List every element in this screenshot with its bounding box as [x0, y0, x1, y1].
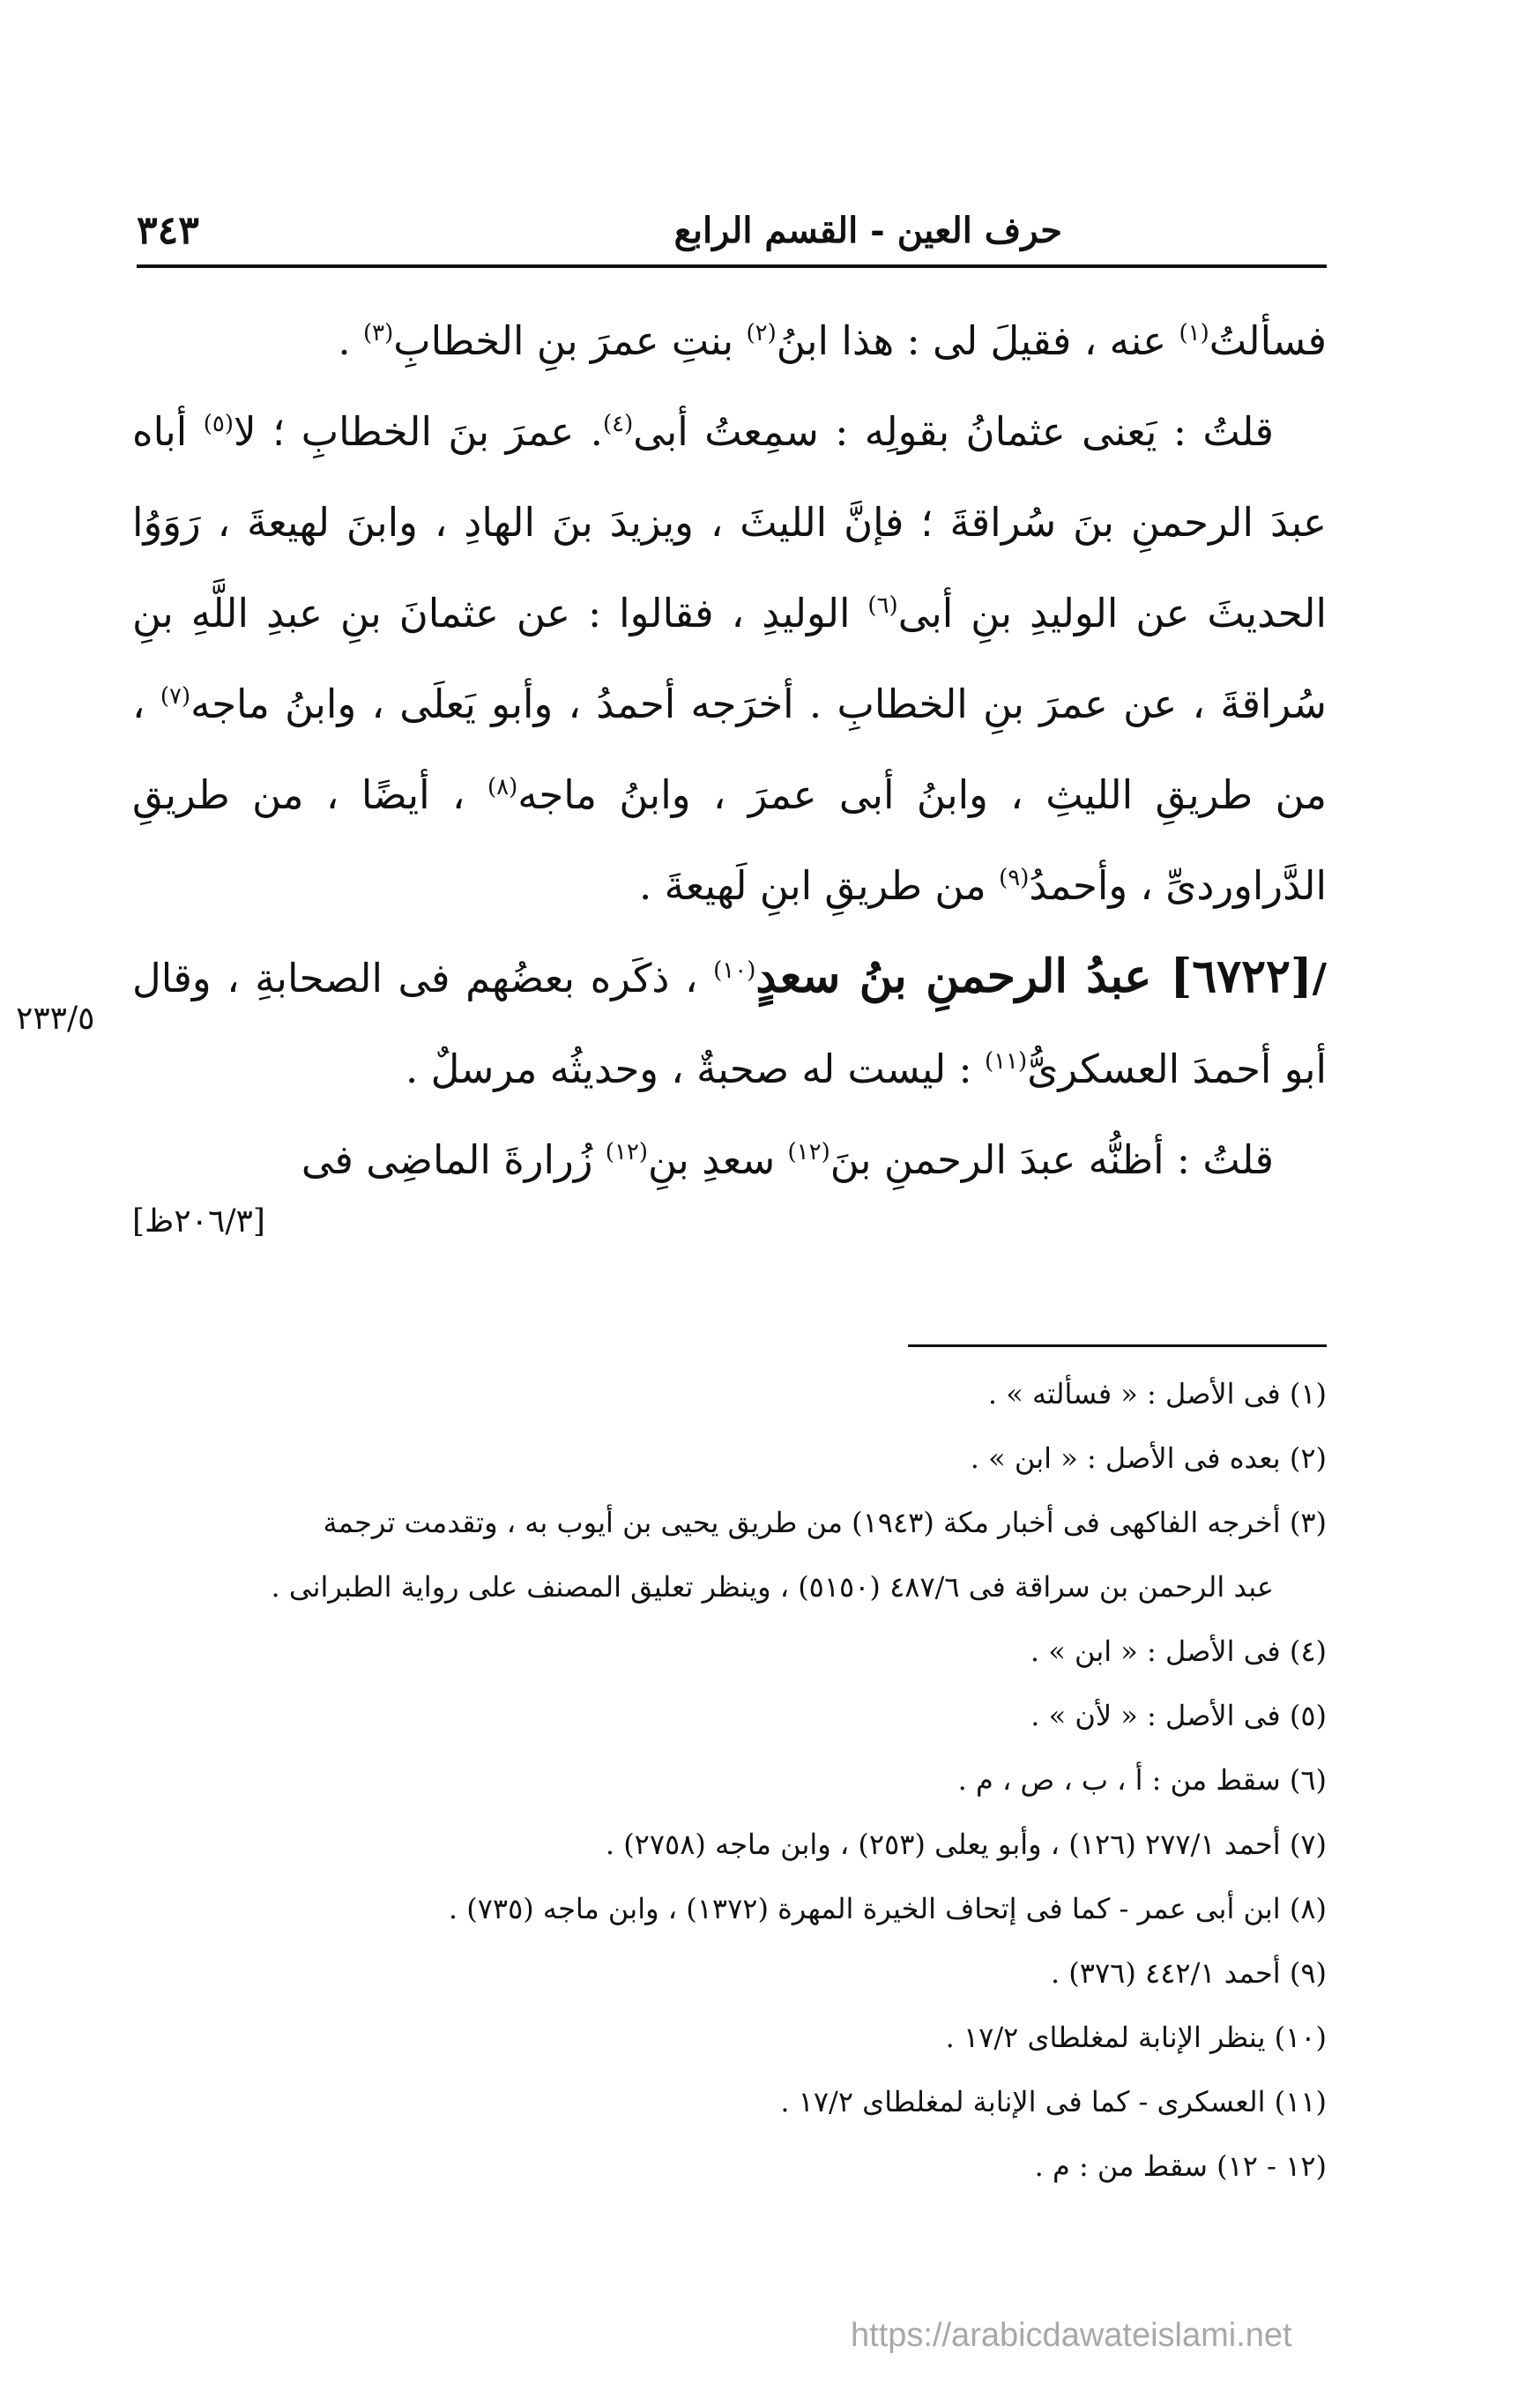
footnote-continuation: عبد الرحمن بن سراقة فى ٤٨٧/٦ (٥١٥٠) ، وينظر تعليق المصنف على رواية الطبرانى .: [271, 1570, 1274, 1604]
paragraph-1: فسألتُ$^{(١)}$ عنه ، فقيلَ لى : هذا ابنُ$^{(٢)}$ بنتِ عمرَ بنِ الخطابِ$^{(٣)}$ .: [338, 317, 1327, 364]
footnote: (١٠) ينظر الإنابة لمغلطاى ١٧/٢ .: [945, 2021, 1327, 2054]
footnote-number: (٧): [1289, 1828, 1327, 1861]
paragraph-2: قلتُ : يَعنى عثمانُ بقولِه : سمِعتُ أبى$^{(٤)}$. عمرَ بنَ الخطابِ ؛ لا$^{(٥)}$ أباه عبدَ الرحمنِ بنَ سُراقةَ ؛ فإنَّ الليثَ ، ويزيدَ بنَ الهادِ ، وابنَ لهيعةَ ، رَوَوُا الحديثَ عن الوليدِ بنِ أبى$^{(٦)}$ الوليدِ ، فقالوا : عن عثمانَ بنِ عبدِ اللَّهِ بنِ سُراقةَ ، عن عمرَ بنِ الخطابِ . أخرَجه أحمدُ ، وأبو يَعلَى ، وابنُ ماجه$^{(٧)}$ ، من طريقِ الليثِ ، وابنُ أبى عمرَ ، وابنُ ماجه$^{(٨)}$ ، أيضًا ، من طريقِ الدَّراوردىِّ ، وأحمدُ$^{(٩)}$ من طريقِ ابنِ لَهيعةَ .: [132, 408, 1328, 909]
footnote: (٤) فى الأصل : « ابن » .: [1030, 1634, 1327, 1668]
margin-volume-ref: ٢٣٣/٥: [16, 1001, 95, 1037]
footnote-ref[interactable]: (١٢): [605, 1139, 649, 1165]
footnote-ref[interactable]: (١): [1179, 320, 1209, 346]
footnote: (٨) ابن أبى عمر - كما فى إتحاف الخيرة المهرة (١٣٧٢) ، وابن ماجه (٧٣٥) .: [448, 1892, 1327, 1925]
page-break-slash: /: [1312, 955, 1328, 1001]
footnote-ref[interactable]: (١١): [984, 1048, 1028, 1075]
footnote-ref[interactable]: (٤): [602, 411, 634, 437]
footnote-ref[interactable]: (٦): [867, 592, 898, 619]
footnote-number: (٢): [1289, 1441, 1327, 1475]
footnote: (٢) بعده فى الأصل : « ابن » .: [970, 1441, 1327, 1475]
page-header: [137, 196, 1327, 264]
footnote-number: (٩): [1289, 1956, 1327, 1990]
footnote-rule: [908, 1344, 1327, 1347]
page-number: ٣٤٣: [137, 207, 199, 253]
footnote: (٧) أحمد ٢٧٧/١ (١٢٦) ، وأبو يعلى (٢٥٣) ، وابن ماجه (٢٧٥٨) .: [605, 1828, 1327, 1861]
footnote-ref[interactable]: (٥): [203, 411, 234, 437]
footnote-number: (١١): [1274, 2085, 1327, 2118]
running-title: حرف العين - القسم الرابع: [673, 209, 1062, 251]
entry-heading: [٦٧٢٢] عبدُ الرحمنِ بنُ سعدٍ: [755, 949, 1313, 1003]
footnote: (٦) سقط من : أ ، ب ، ص ، م .: [957, 1763, 1327, 1797]
footnote-ref[interactable]: (٩): [999, 865, 1030, 891]
paragraph-4: قلتُ : أظنُّه عبدَ الرحمنِ بنَ$^{(١٢)}$ سعدِ بنِ$^{(١٢)}$ زُرارةَ الماضِى فى: [301, 1136, 1274, 1183]
footnote-ref[interactable]: (١٢): [787, 1139, 830, 1165]
footnotes: [132, 1362, 1327, 2199]
main-text: [132, 295, 1327, 1205]
footnote: (١٢ - ١٢) سقط من : م .: [1034, 2149, 1327, 2183]
footnote-number: (٣): [1289, 1506, 1327, 1539]
footnote-number: (٤): [1289, 1634, 1327, 1668]
header-rule: [137, 264, 1327, 268]
footnote: (١) فى الأصل : « فسألته » .: [987, 1377, 1327, 1411]
watermark-url: https://arabicdawateislami.net: [851, 2317, 1292, 2354]
footnote-number: (٥): [1289, 1699, 1327, 1732]
footnote-number: (٨): [1289, 1892, 1327, 1925]
paragraph-3-entry: /[٦٧٢٢] عبدُ الرحمنِ بنُ سعدٍ$^{(١٠)}$ ، ذكَره بعضُهم فى الصحابةِ ، وقال أبو أحمدَ العسكرىُّ$^{(١١)}$ : ليست له صحبةٌ ، وحديثُه مرسلٌ .: [132, 949, 1328, 1092]
footnote-ref[interactable]: (١٠): [713, 957, 756, 984]
footnote: (٩) أحمد ٤٤٢/١ (٣٧٦) .: [1050, 1956, 1327, 1990]
footnote-ref[interactable]: (٧): [160, 683, 191, 710]
footnote-ref[interactable]: (٨): [487, 774, 518, 800]
footnote-number: (١٢ - ١٢): [1216, 2149, 1327, 2183]
footnote-ref[interactable]: (٣): [362, 320, 394, 346]
footnote-number: (١): [1289, 1377, 1327, 1411]
footnote: (٣) أخرجه الفاكهى فى أخبار مكة (١٩٤٣) من طريق يحيى بن أيوب به ، وتقدمت ترجمة عبد الرحمن بن سراقة فى ٤٨٧/٦ (٥١٥٠) ، وينظر تعليق المصنف على رواية الطبرانى .: [132, 1491, 1327, 1619]
footnote-number: (٦): [1289, 1763, 1327, 1797]
margin-folio-ref: [٢٠٦/٣ظ]: [132, 1203, 265, 1240]
footnote-ref[interactable]: (٢): [746, 320, 777, 346]
footnote: (١١) العسكرى - كما فى الإنابة لمغلطاى ١٧/٢ .: [780, 2085, 1327, 2118]
footnote-number: (١٠): [1274, 2021, 1327, 2054]
footnote: (٥) فى الأصل : « لأن » .: [1030, 1699, 1327, 1732]
